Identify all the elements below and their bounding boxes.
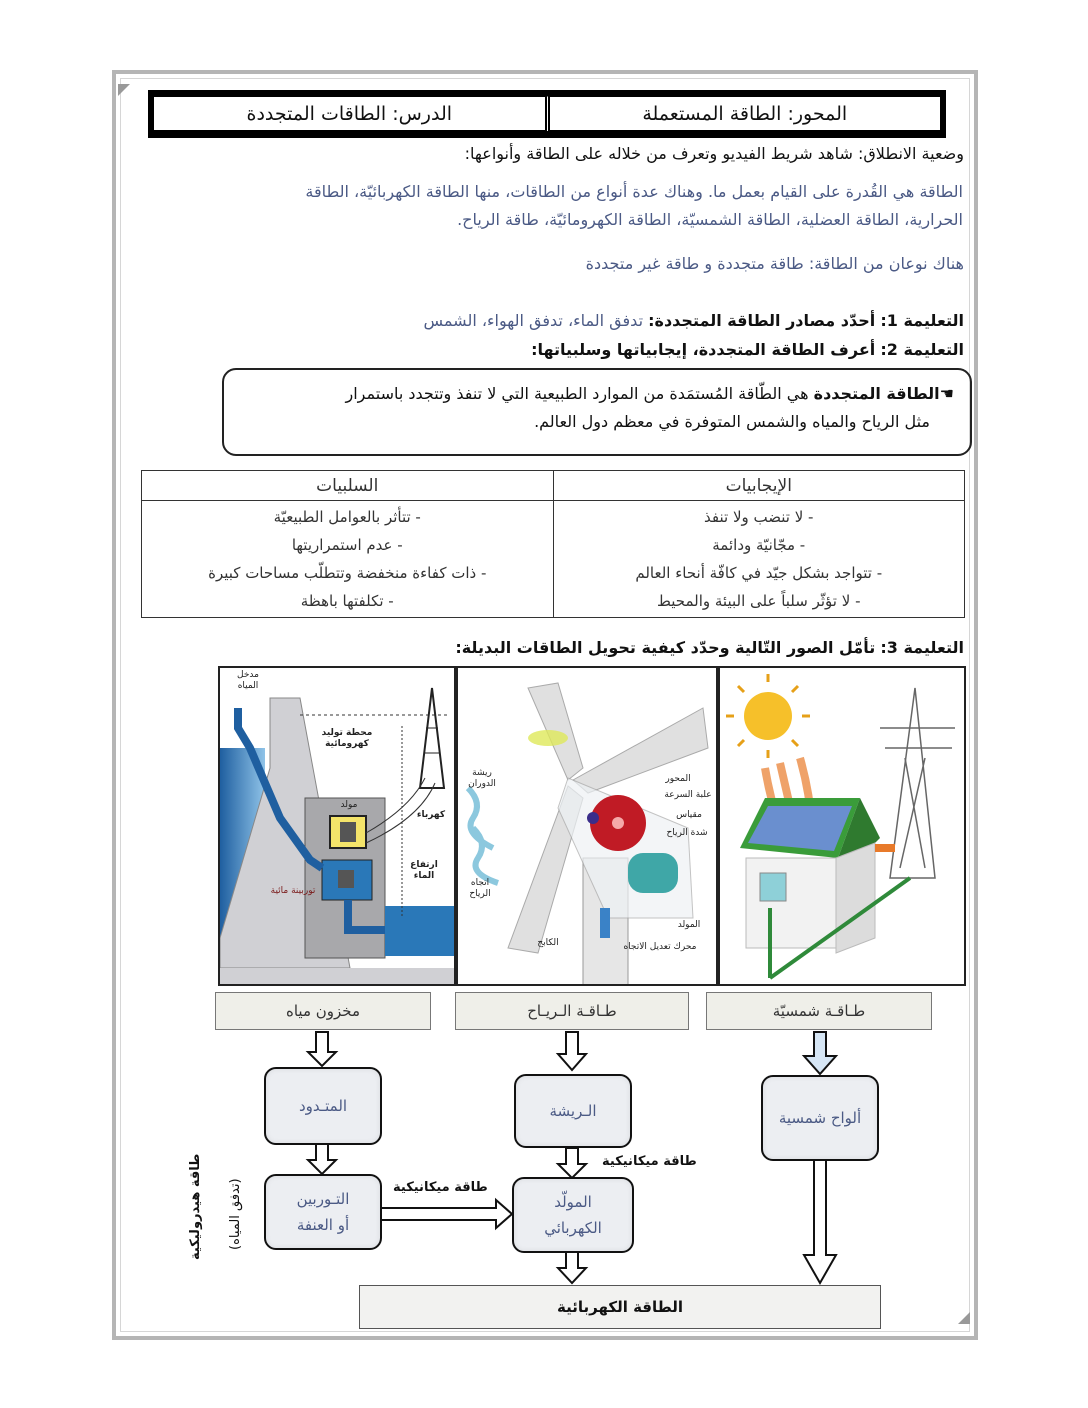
flow-box-generator: المولّد الكهربائي — [512, 1177, 634, 1253]
energy-types: هناك نوعان من الطاقة: طاقة متجددة و طاقة غير متجددة — [585, 254, 964, 273]
flow-box-blade: الـريشة — [514, 1074, 632, 1148]
pros-item: - لا تنضب ولا تنفذ — [704, 508, 814, 526]
flow-box-solar-panels: ألواح شمسية — [761, 1075, 879, 1161]
label-brake: الكابح — [537, 938, 559, 948]
label-hydraulic-energy: طاقة هيدروليكية — [188, 1153, 203, 1260]
energy-definition-line-1: الطاقة هي القُدرة على القيام بعمل ما. وهناك عدة أنواع من الطاقات، منها الطاقة الكهربائيّة، الطاقة — [305, 182, 963, 201]
instruction-2-task: أعرف الطاقة المتجددة، إيجابياتها وسلبياتها: — [531, 340, 876, 359]
label-shaft: المحور — [665, 774, 691, 784]
energy-definition-line-2: الحرارية، الطاقة العضلية، الطاقة الشمسيّة، الطاقة الكهرومائيّة، طاقة الرياح. — [457, 210, 963, 229]
intro-text: شاهد شريط الفيديو وتعرف من خلاله على الطاقة وأنواعها: — [464, 144, 853, 163]
pointing-hand-icon: ☚ — [939, 384, 954, 403]
instruction-1-label: التعليمة 1: — [880, 311, 964, 330]
label-yaw-motor: محرك تعديل الاتجاه — [623, 942, 697, 952]
cons-header: السلبيات — [142, 471, 554, 501]
source-wind: طـاقـة الـريـاح — [455, 992, 689, 1030]
pros-item: - لا تؤثّر سلباً على البيئة والمحيط — [657, 592, 861, 610]
pros-item: - تتواجد بشكل جيّد في كافّة أنحاء العالم — [635, 564, 883, 582]
label-rotor-blade: ريشة الدوران — [468, 768, 496, 789]
label-hydro-station: محطة توليد كهرومائية — [321, 728, 373, 749]
label-gearbox: علبة السرعة — [664, 790, 712, 800]
instruction-1-answer: تدفق الماء، تدفق الهواء، الشمس — [423, 311, 644, 330]
label-water-intake: مدخل المياه — [237, 670, 259, 691]
header-axis: المحور: الطاقة المستعملة — [550, 96, 941, 132]
renewable-term: الطاقة المتجددة — [813, 384, 940, 403]
label-wind-generator: المولد — [677, 920, 701, 930]
label-meter: مقياس — [676, 810, 702, 820]
flow-box-dam: المتـدود — [264, 1067, 382, 1145]
instruction-1-task: أحدّد مصادر الطاقة المتجددة: — [648, 311, 876, 330]
label-water-turbine: توربينة مائية — [270, 886, 316, 896]
pros-item: - مجّانيّة ودائمة — [712, 536, 806, 554]
label-water-height: ارتفاع الماء — [410, 860, 438, 881]
label-mechanical-energy-wind: طاقة ميكانيكية — [602, 1154, 697, 1169]
cons-item: - عدم استمراريتها — [291, 536, 403, 554]
pros-header: الإيجابيات — [553, 471, 965, 501]
cons-item: - تكلفتها باهظة — [300, 592, 394, 610]
cons-item: - ذات كفاءة منخفضة وتتطلّب مساحات كبيرة — [208, 564, 487, 582]
renewable-definition-line-1: ☚الطاقة المتجددة هي الطّاقة المُستمَدة من الموارد الطبيعية التي لا تنفذ وتتجدد باستمرار — [345, 384, 954, 403]
instruction-3-task: تأمّل الصور التّالية وحدّد كيفية تحويل الطاقات البديلة: — [455, 638, 876, 657]
header-lesson: الدرس: الطاقات المتجددة — [154, 96, 550, 132]
label-wind-direction: اتجاه الرياح — [469, 878, 491, 899]
label-wind-speed: شدة الرياح — [666, 828, 708, 838]
label-electricity: كهرباء — [416, 810, 446, 820]
source-hydro: مخزون مياه — [215, 992, 431, 1030]
source-solar: طـاقـة شمسيّة — [706, 992, 932, 1030]
label-mechanical-energy-hydro: طاقة ميكانيكية — [393, 1180, 488, 1195]
label-generator: مولد — [340, 800, 358, 810]
label-water-flow: (تدفق المياه) — [228, 1178, 243, 1250]
instruction-2-label: التعليمة 2: — [880, 340, 964, 359]
instruction-3-label: التعليمة 3: — [880, 638, 964, 657]
renewable-definition-line-2: مثل الرياح والمياه والشمس المتوفرة في معظم دول العالم. — [534, 412, 930, 431]
cons-item: - تتأثر بالعوامل الطبيعيّة — [273, 508, 421, 526]
intro-label: وضعية الانطلاق: — [857, 144, 964, 163]
flow-box-turbine: التـوربين أو العنفة — [264, 1174, 382, 1250]
electric-energy-box: الطاقة الكهربائية — [359, 1285, 881, 1329]
